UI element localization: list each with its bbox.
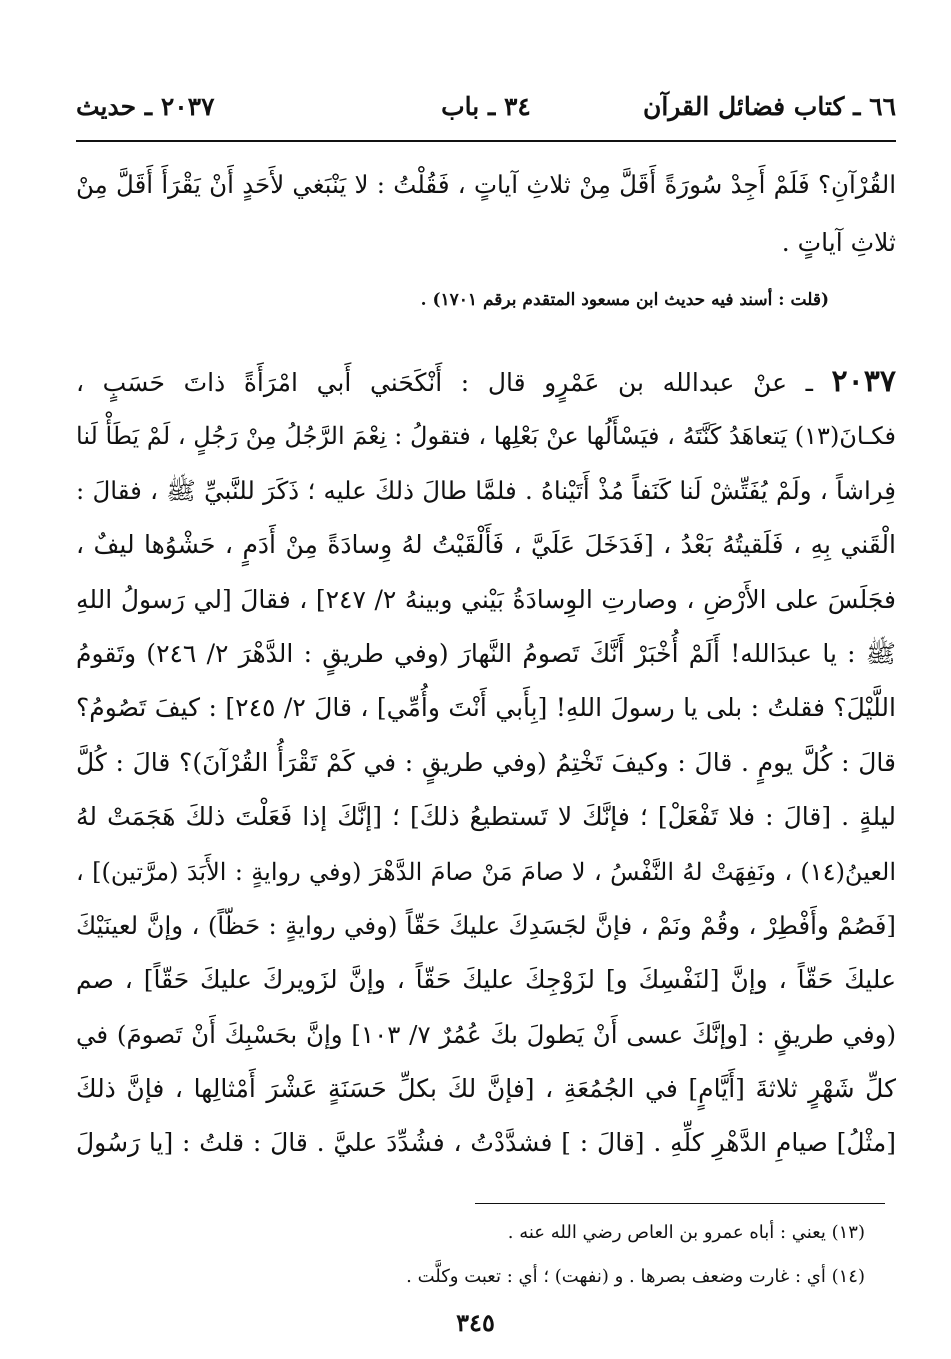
text-line: كلِّ شَهْرٍ ثلاثةَ [أَيَّامٍ] في الجُمُعَةِ ، [فإنَّ لكَ بكلِّ حَسَنَةٍ عَشْرَ أَمْثالِها ، فإنَّ ذلكَ	[76, 1074, 896, 1104]
editor-note: (قلت : أسند فيه حديث ابن مسعود المتقدم برقم ١٧٠١) .	[420, 290, 829, 310]
text-line: ثلاثِ آياتٍ .	[781, 228, 896, 257]
text-line: [فَصُمْ وأَفْطِرْ ، وقُمْ ونَمْ ، فإنَّ لجَسَدِكَ عليكَ حَقّاً (وفي روايةٍ : حَظّاً) ، وإنَّ لعينَيْكَ	[76, 910, 896, 940]
hadith-first-line-text: ـ عنْ عبدالله بن عَمْرٍو قال : أَنْكَحَني أَبي امْرَأَةً ذاتَ حَسَبٍ ،	[76, 368, 813, 397]
footnote-14: (١٤) أي : غارت وضعف بصرها . و (نفهت) ؛ أي : تعبت وكلَّت .	[406, 1266, 865, 1287]
text-line: فكـانَ(١٣) يَتعاهَدُ كَنَّتَهُ ، فيَسْأَلُها عنْ بَعْلِها ، فتقولُ : نِعْمَ الرَّجُلُ مِنْ رَجُلٍ ، لَمْ يَطَأْ لَنا	[76, 422, 896, 451]
header-divider	[76, 140, 896, 142]
text-line: (وفي طريقٍ : [وإنَّكَ عسى أَنْ يَطولَ بكَ عُمُرٌ ٧/ ١٠٣] وإنَّ بحَسْبِكَ أَنْ تَصومَ) في	[76, 1019, 896, 1049]
running-header	[76, 92, 896, 138]
header-hadith-ref: ٢٠٣٧ ـ حديث	[76, 92, 215, 121]
text-line: الْقَني بِهِ ، فَلَقيتُهُ بَعْدُ ، [فَدَخَلَ عَلَيَّ ، فَأَلْقَيْتُ لهُ وِسادَةً مِنْ أَدَمٍ ، حَشْوُها ليفٌ ،	[76, 530, 896, 560]
footnote-divider	[475, 1203, 885, 1204]
footnote-13: (١٣) يعني : أباه عمرو بن العاص رضي الله عنه .	[507, 1222, 865, 1243]
text-line: ليلةٍ . [قالَ : فلا تَفْعَلْ] ؛ فإنَّكَ لا تَستطيعُ ذلكَ] ؛ [إنَّكَ إذا فَعَلْتَ ذلكَ هَجَمَتْ لهُ	[76, 802, 896, 832]
text-line: [مثْلُ] صيامِ الدَّهْرِ كلِّهِ . [قالَ : ] فشدَّدْتُ ، فشُدِّدَ عليَّ . قالَ : قلتُ : [يا رَسُولَ	[76, 1128, 896, 1158]
page-number: ٣٤٥	[456, 1308, 495, 1337]
hadith-number: ٢٠٣٧	[831, 364, 896, 399]
hadith-text	[76, 355, 896, 1171]
continued-text	[76, 156, 896, 272]
text-line: فجَلَسَ على الأَرْضِ ، وصارتِ الوِسادَةُ بَيْني وبينهُ ٢/ ٢٤٧] ، فقالَ [لي رَسولُ اللهِ	[76, 584, 896, 614]
text-line: العينُ(١٤) ، ونَفِهَتْ لهُ النَّفْسُ ، لا صامَ مَنْ صامَ الدَّهْرَ (وفي روايةٍ : الأَبَدَ (مرَّتين)] ،	[76, 857, 896, 886]
header-book-title: ٦٦ ـ كتاب فضائل القرآن	[642, 92, 896, 121]
text-line: القُرْآنِ؟ فَلَمْ أَجِدْ سُورَةً أَقَلَّ مِنْ ثلاثِ آياتٍ ، فَقُلْتُ : لا يَنْبَغي لأَحَدٍ أَنْ يَقْرَأَ أَقَلَّ مِنْ	[76, 170, 896, 199]
text-line: عليكَ حَقّاً ، وإنَّ [لنَفْسِكَ و] لزَوْجِكَ عليكَ حَقّاً ، وإنَّ لزَويركَ عليكَ حَقّاً] ، صم	[76, 965, 896, 995]
text-line: اللَّيْلَ؟ فقلتُ : بلى يا رسولَ اللهِ! [بِأَبي أَنْتَ وأُمِّي] ، قالَ ٢/ ٢٤٥] : كيفَ تَصُومُ؟	[76, 693, 896, 723]
text-line: قالَ : كُلَّ يومٍ . قالَ : وكيفَ تَخْتِمُ (وفي طريقٍ : في كَمْ تَقْرَأُ القُرْآنَ)؟ قالَ : كُلَّ	[76, 747, 896, 777]
header-chapter: ٣٤ ـ باب	[441, 92, 531, 121]
hadith-first-line	[76, 355, 896, 409]
text-line: ﷺ : يا عبدَالله! أَلَمْ أُخْبَرْ أَنَّكَ تَصومُ النَّهارَ (وفي طريقٍ : الدَّهْرَ ٢/ ٢٤٦) وتَقومُ	[76, 638, 896, 668]
text-line: فِراشاً ، ولَمْ يُفَتِّشْ لَنا كَنَفاً مُذْ أَتَيْناهُ . فلمَّا طالَ ذلكَ عليه ؛ ذَكَرَ للنَّبيِّ ﷺ ، فقالَ :	[76, 475, 896, 505]
